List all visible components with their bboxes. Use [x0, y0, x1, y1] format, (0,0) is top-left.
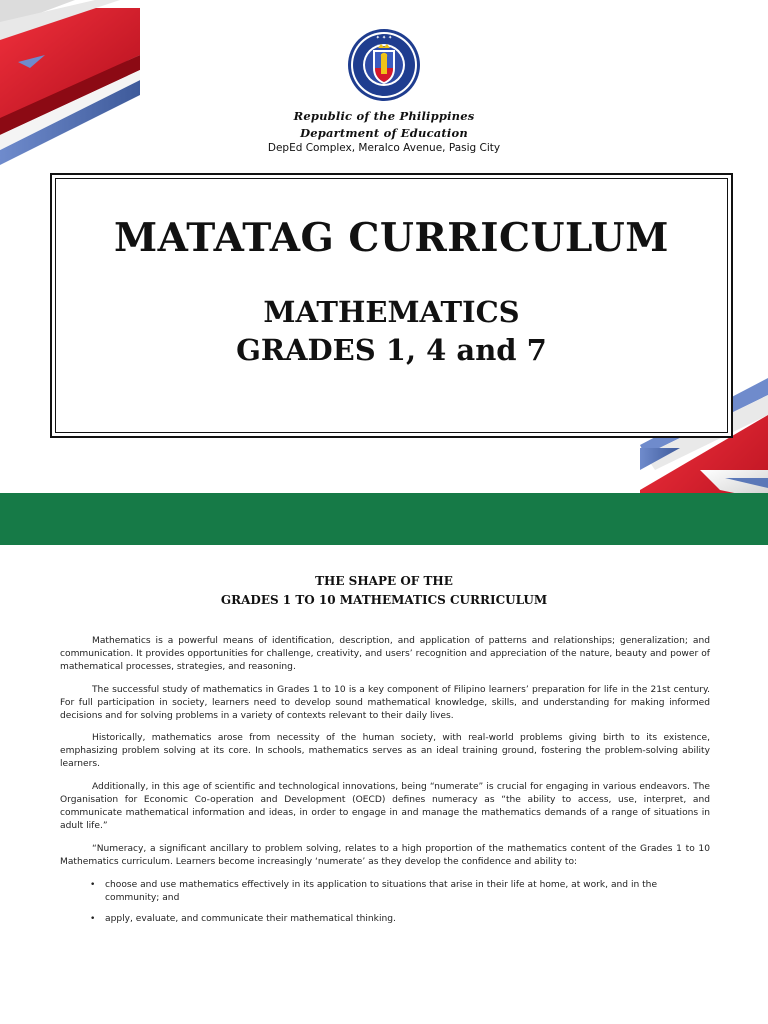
paragraph: Historically, mathematics arose from necessity of the human society, with real-world problems giving birth to its existence, emphasizing problem solving at its core. In schools, mathematics serves as an ideal training ground, fostering the problem-solving ability learners. [60, 733, 710, 770]
bullet-icon: • [90, 879, 96, 890]
title-box [50, 173, 733, 438]
paragraph: “Numeracy, a significant ancillary to problem solving, relates to a high proportion of the mathematics content of the Grades 1 to 10 Mathematics curriculum. Learners become increasingly ‘numerate’ as they develop the confidence and ability to: [60, 843, 710, 867]
subject-title: MATHEMATICS [263, 295, 520, 329]
deped-seal-icon [347, 28, 421, 102]
address-text: DepEd Complex, Meralco Avenue, Pasig City [267, 142, 501, 154]
section-title-line1: THE SHAPE OF THE [315, 574, 453, 588]
bullet-icon: • [90, 914, 96, 925]
content-section [0, 545, 768, 1024]
paragraph: The successful study of mathematics in Grades 1 to 10 is a key component of Filipino learners’ preparation for life in the 21st century. For full participation in society, learners need to develop sound mathematical knowledge, skills, and understanding for making informed decisions and for solving problems in a variety of contexts relevant to their daily lives. [60, 684, 710, 721]
grades-title: GRADES 1, 4 and 7 [236, 333, 547, 367]
list-item [90, 913, 710, 926]
list-item-text: apply, evaluate, and communicate their mathematical thinking. [105, 914, 396, 925]
section-title-line2: GRADES 1 TO 10 MATHEMATICS CURRICULUM [220, 593, 548, 607]
paragraph: Mathematics is a powerful means of identification, description, and application of patterns and relationships; generalization; and communication. It provides opportunities for challenge, creativity, and users’ recognition and appreciation of the nature, beauty and power of mathematical processes, strategies, and reasoning. [60, 636, 710, 672]
list-item [90, 879, 710, 905]
department-heading: Department of Education [300, 126, 468, 140]
top-left-ribbon [0, 0, 140, 165]
list-item-text: choose and use mathematics effectively in its application to situations that arise in their life at home, at work, and in the community; and [105, 879, 658, 903]
body-text [60, 635, 710, 935]
page-title: MATATAG CURRICULUM [114, 215, 669, 261]
paragraph: Additionally, in this age of scientific and technological innovations, being “numerate” is crucial for engaging in various endeavors. The Organisation for Economic Co-operation and Development (OECD) defines numeracy as “the ability to access, use, interpret, and communicate mathematical information and ideas, in order to engage in and manage the mathematics demands of a range of situations in adult life.” [60, 782, 710, 831]
green-band [0, 493, 768, 545]
republic-heading: Republic of the Philippines [293, 109, 475, 123]
bullet-list [60, 879, 710, 927]
svg-text:✦ ✦ ✦: ✦ ✦ ✦ [375, 35, 393, 41]
